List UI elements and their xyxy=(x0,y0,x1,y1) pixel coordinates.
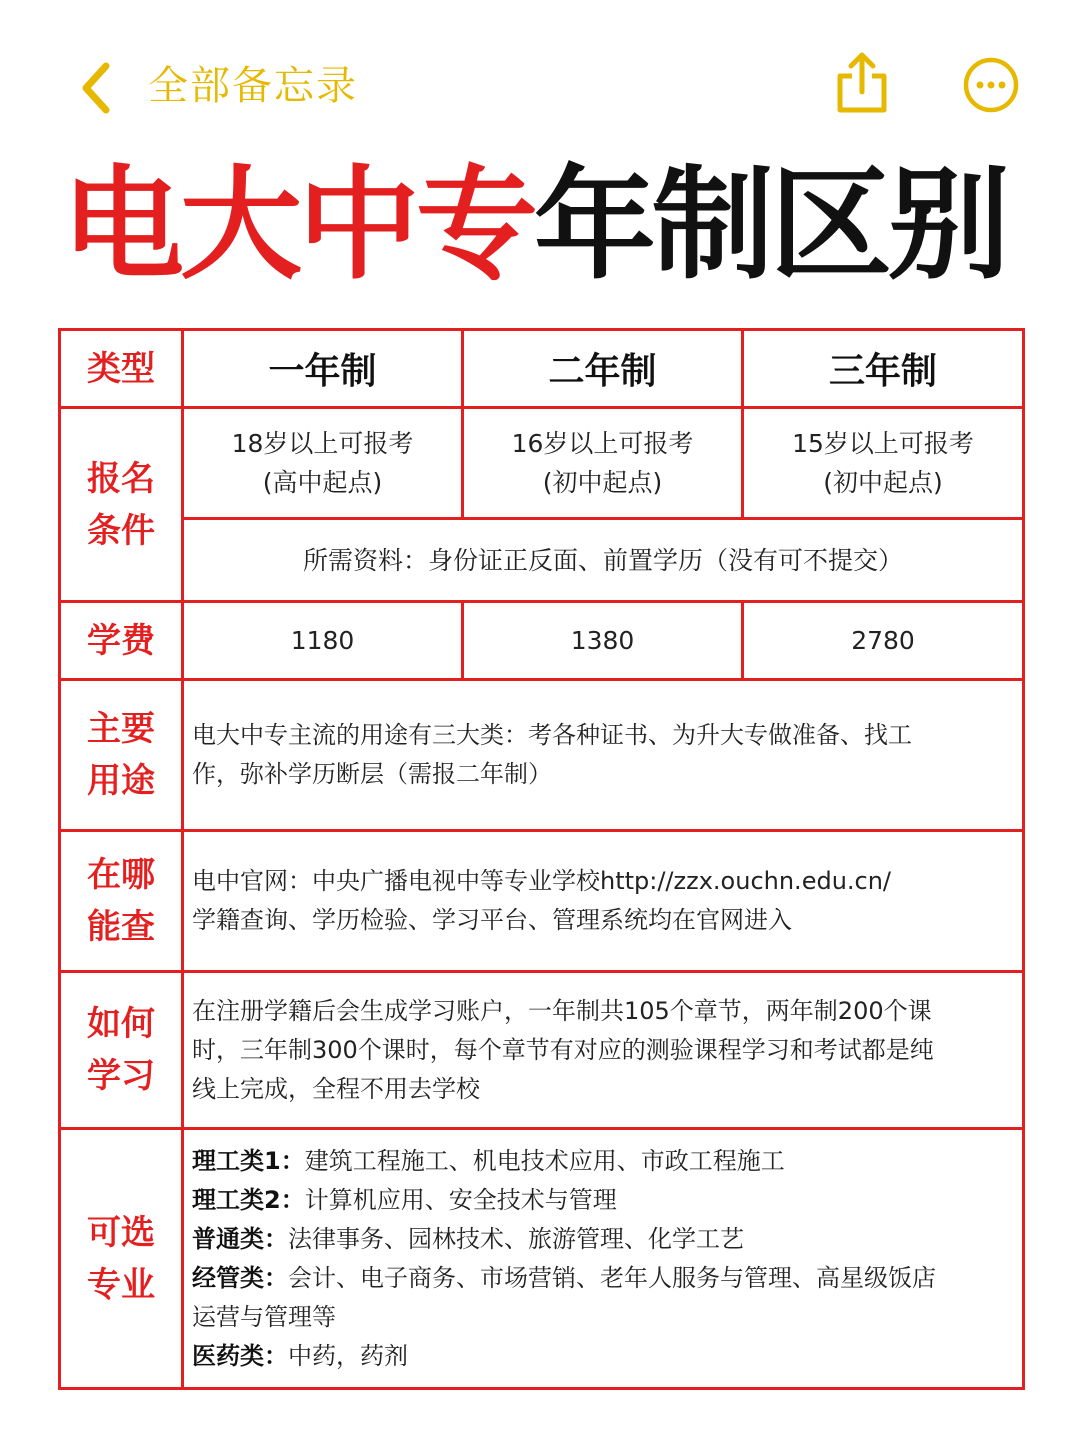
enroll-label-line2: 条件 xyxy=(87,510,155,551)
major-list: 运营与管理等 xyxy=(192,1302,336,1331)
major-category: 理工类2： xyxy=(192,1185,305,1214)
two-year-header: 二年制 xyxy=(463,330,743,408)
top-navigation-bar xyxy=(0,0,1080,170)
type-header-cell: 类型 xyxy=(60,330,183,408)
enroll-one-year-age: 18岁以上可报考 xyxy=(231,429,414,458)
materials-row xyxy=(60,519,1024,602)
major-list: 法律事务、园林技术、旅游管理、化学工艺 xyxy=(288,1224,744,1253)
usage-label-line1: 主要 xyxy=(87,709,155,749)
title-black-part: 年制区别 xyxy=(534,154,1006,296)
enroll-two-year-cell xyxy=(463,408,743,519)
tuition-two-year: 1380 xyxy=(463,602,743,680)
usage-line: 作，弥补学历断层（需报二年制） xyxy=(192,760,552,788)
majors-label-line2: 专业 xyxy=(87,1264,155,1305)
major-line xyxy=(192,1181,1008,1220)
tuition-one-year: 1180 xyxy=(183,602,463,680)
majors-cell xyxy=(183,1129,1024,1389)
major-list: 计算机应用、安全技术与管理 xyxy=(304,1185,617,1214)
page-title xyxy=(62,150,1032,300)
majors-row xyxy=(60,1129,1024,1389)
three-year-header: 三年制 xyxy=(743,330,1024,408)
back-button-label[interactable]: 全部备忘录 xyxy=(148,63,358,109)
one-year-header: 一年制 xyxy=(183,330,463,408)
header-row xyxy=(60,330,1024,408)
usage-row xyxy=(60,680,1024,831)
majors-label-cell xyxy=(60,1129,183,1389)
majors-label-line1: 可选 xyxy=(87,1212,155,1253)
lookup-label-line2: 能查 xyxy=(87,907,155,947)
major-line xyxy=(192,1220,1008,1259)
major-line xyxy=(192,1142,1008,1181)
usage-line: 电大中专主流的用途有三大类：考各种证书、为升大专做准备、找工 xyxy=(192,721,912,749)
lookup-services-line: 学籍查询、学历检验、学习平台、管理系统均在官网进入 xyxy=(192,906,792,934)
study-label-line2: 学习 xyxy=(87,1056,155,1096)
study-line: 时，三年制300个课时，每个章节有对应的测验课程学习和考试都是纯 xyxy=(192,1035,934,1064)
lookup-label-cell xyxy=(60,831,183,972)
tuition-row xyxy=(60,602,1024,680)
major-category: 医药类： xyxy=(192,1341,288,1370)
major-category: 普通类： xyxy=(192,1224,288,1253)
lookup-row xyxy=(60,831,1024,972)
materials-cell: 所需资料：身份证正反面、前置学历（没有可不提交） xyxy=(183,519,1024,602)
chevron-left-icon[interactable] xyxy=(72,58,132,118)
study-cell xyxy=(183,972,1024,1129)
enroll-three-year-start: (初中起点) xyxy=(823,468,943,497)
tuition-label-cell: 学费 xyxy=(60,602,183,680)
study-line: 在注册学籍后会生成学习账户，一年制共105个章节，两年制200个课 xyxy=(192,996,932,1025)
enroll-one-year-cell xyxy=(183,408,463,519)
enroll-row xyxy=(60,408,1024,519)
study-label-line1: 如何 xyxy=(87,1004,155,1044)
comparison-table xyxy=(58,328,1025,1390)
major-line xyxy=(192,1298,1008,1337)
enroll-three-year-cell xyxy=(743,408,1024,519)
study-line: 线上完成，全程不用去学校 xyxy=(192,1074,480,1103)
enroll-label-line1: 报名 xyxy=(87,458,155,499)
usage-cell xyxy=(183,680,1024,831)
major-list: 会计、电子商务、市场营销、老年人服务与管理、高星级饭店 xyxy=(288,1263,936,1292)
study-label-cell xyxy=(60,972,183,1129)
official-site-line[interactable]: 电中官网：中央广播电视中等专业学校http://zzx.ouchn.edu.cn/ xyxy=(192,867,892,895)
enroll-one-year-start: (高中起点) xyxy=(262,468,383,497)
title-red-part: 电大中专 xyxy=(62,154,534,296)
tuition-three-year: 2780 xyxy=(743,602,1024,680)
lookup-cell xyxy=(183,831,1024,972)
major-line xyxy=(192,1337,1008,1376)
more-icon[interactable] xyxy=(962,56,1020,114)
major-line xyxy=(192,1259,1008,1298)
enroll-two-year-age: 16岁以上可报考 xyxy=(511,429,694,458)
major-list: 中药，药剂 xyxy=(288,1341,408,1370)
usage-label-cell xyxy=(60,680,183,831)
share-icon[interactable] xyxy=(832,50,892,116)
major-category: 经管类： xyxy=(192,1263,288,1292)
enroll-two-year-start: (初中起点) xyxy=(542,468,663,497)
major-list: 建筑工程施工、机电技术应用、市政工程施工 xyxy=(304,1146,785,1175)
major-category: 理工类1： xyxy=(192,1146,305,1175)
study-row xyxy=(60,972,1024,1129)
enroll-label-cell xyxy=(60,408,183,602)
usage-label-line2: 用途 xyxy=(87,761,155,801)
enroll-three-year-age: 15岁以上可报考 xyxy=(792,429,974,458)
lookup-label-line1: 在哪 xyxy=(87,855,155,895)
